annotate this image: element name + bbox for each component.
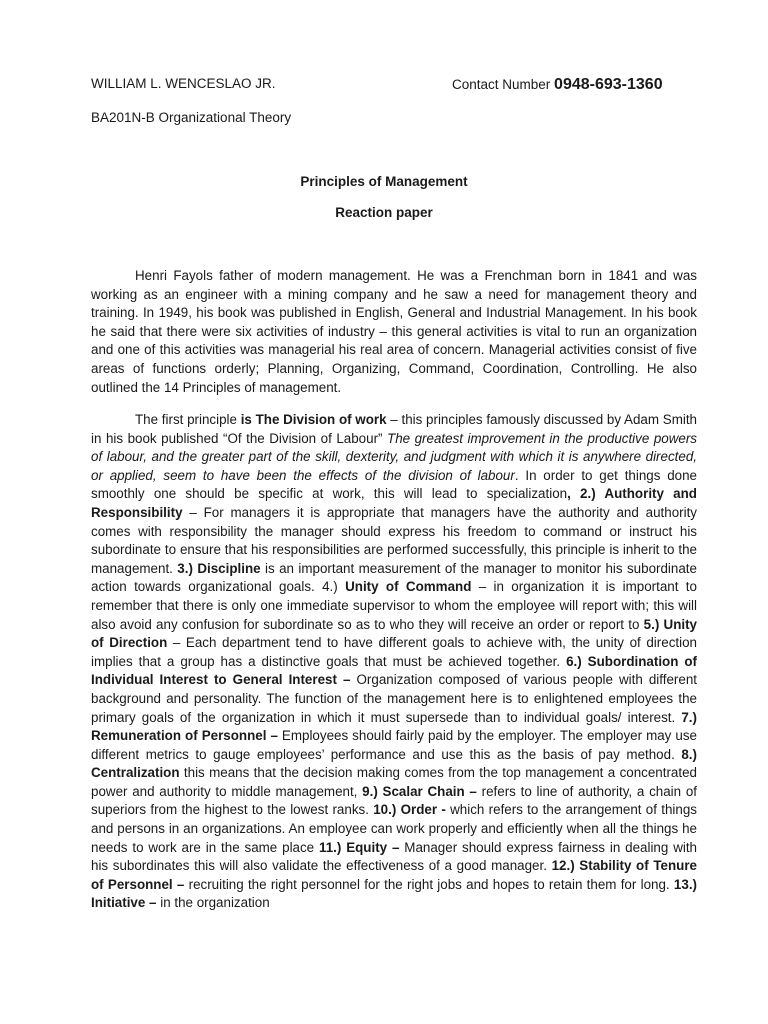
text-run: in the organization	[156, 895, 270, 911]
text-run: – in organization it is important to remember that there is only one immediate supervisor to whom the employee will report with; this will also avoid any confusion for subordinate so as to who they will receive an order or report to	[91, 579, 697, 632]
principles-paragraph-block	[91, 411, 697, 913]
text-run: recruiting the right personnel for the right jobs and hopes to retain them for long.	[184, 876, 674, 892]
bold-run: , 2.) Authority and Responsibility	[91, 486, 697, 520]
text-run: Employees should fairly paid by the employer. The employer may use different metrics to gauge employees’ performance and use this as the basis of pay method.	[91, 728, 697, 762]
bold-run: 12.) Stability of Tenure of Personnel –	[91, 858, 697, 892]
text-run: Organization composed of various people with different background and personality. The function of the management here is to enlightened employees the primary goals of the organization in which it must supersede than to individual goals/ interest.	[91, 672, 698, 725]
text-run: is an important measurement of the manager to monitor his subordinate action towards organizational goals. 4.)	[91, 560, 697, 595]
bold-run: 6.) Subordination of Individual Interest to General Interest –	[91, 653, 698, 688]
bold-run: Unity of Command	[345, 579, 472, 595]
text-run: this means that the decision making comes from the top management a concentrated power and authority to middle management,	[91, 765, 697, 799]
contact-line	[452, 76, 663, 94]
bold-run: 13.) Initiative –	[91, 876, 697, 911]
bold-run: 7.) Remuneration of Personnel –	[91, 709, 697, 744]
italic-run: The greatest improvement in the productive powers of labour, and the greater part of the skill, dexterity, and judgment with which it is anywhere directed, or applied, seem to have been the effects of the division of labour	[91, 430, 697, 483]
bold-run: 3.) Discipline	[177, 560, 261, 576]
paper-title: Principles of Management	[300, 174, 468, 189]
author-name: WILLIAM L. WENCESLAO JR.	[91, 76, 276, 91]
text-run: refers to line of authority, a chain of superiors from the highest to the lowest ranks.	[91, 783, 697, 818]
text-run: – Each department tend to have different goals to achieve with, the unity of direction implies that a group has a distinctive goals that must be achieved together.	[91, 635, 697, 669]
bold-run: 9.) Scalar Chain –	[362, 783, 477, 799]
contact-number: 0948-693-1360	[554, 76, 663, 93]
contact-label: Contact Number	[452, 77, 555, 92]
bold-run: 11.) Equity –	[319, 839, 400, 855]
principles-paragraph	[91, 411, 697, 913]
bold-run: is The Division of work	[240, 412, 387, 427]
bold-run: 8.) Centralization	[91, 746, 697, 781]
text-run: – For managers it is appropriate that managers have the authority and authority comes with responsibility the manager should express his freedom to command or instruct his subordinate to ensure that his responsibilities are performed successfully, this principle is inherit to the management.	[91, 504, 697, 576]
text-run: The first principle	[135, 412, 241, 427]
text-run: which refers to the arrangement of things and persons in an organizations. An employee can work properly and efficiently when all the things he needs to work are in the same place	[91, 802, 697, 855]
paper-subtitle: Reaction paper	[335, 205, 433, 220]
text-run: . In order to get things done smoothly one should be specific at work, this will lead to specialization	[91, 467, 697, 502]
intro-paragraph: Henri Fayols father of modern management. He was a Frenchman born in 1841 and was working as an engineer with a mining company and he saw a need for management theory and training. In 1949, his book was published in English, General and Industrial Management. In his book he said that there were six activities of industry – this general activities is vital to run an organization and one of this activities was managerial his real area of concern. Managerial activities consist of five areas of functions orderly; Planning, Organizing, Command, Coordination, Controlling. He also outlined the 14 Principles of management.	[91, 268, 697, 395]
course-line: BA201N-B Organizational Theory	[91, 110, 292, 125]
intro-paragraph-block	[91, 267, 697, 397]
bold-run: 5.) Unity of Direction	[91, 616, 697, 651]
text-run: Manager should express fairness in dealing with his subordinates this will also validate the effectiveness of a good manager.	[91, 839, 698, 874]
bold-run: 10.) Order -	[373, 802, 446, 818]
text-run: – this principles famously discussed by Adam Smith in his book published “Of the Division of Labour”	[91, 412, 697, 446]
